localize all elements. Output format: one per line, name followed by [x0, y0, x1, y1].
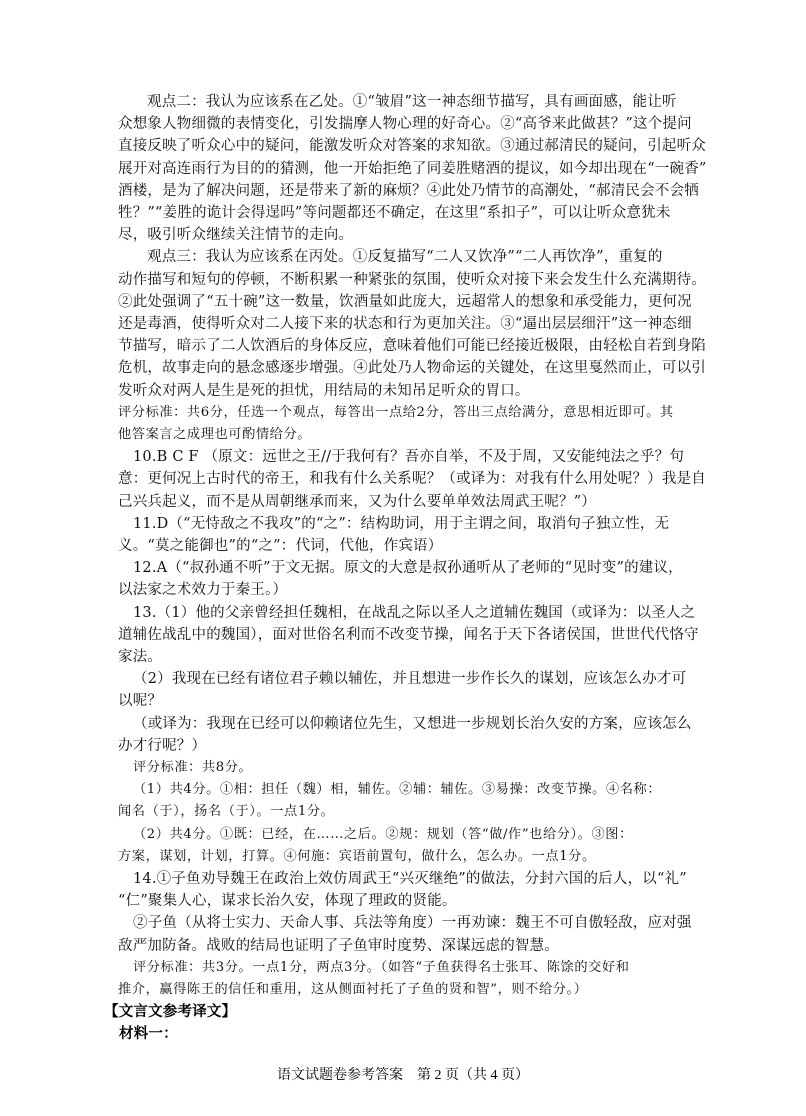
text-line: 直接反映了听众心中的疑问，能激发听众对答案的求知欲。③通过郝清民的疑问，引起听众: [118, 138, 706, 155]
text-line: 敌严加防备。战败的结局也证明了子鱼审时度势、深谋远虑的智慧。: [118, 937, 559, 954]
text-line: 道辅佐战乱中的魏国），面对世俗名利而不改变节操，闻名于天下各诸侯国，世世代代恪守: [118, 626, 699, 643]
text-line: 展开对高连雨行为目的的猜测，他一开始拒绝了同姜胜赌酒的提议，如今却出现在“一碗香”: [118, 160, 707, 177]
scoring-note: （2）共4分。①既：已经，在……之后。②规：规划（答“做/作”也给分）。③图：: [133, 826, 633, 842]
scoring-note: 评分标准：共3分。一点1分，两点3分。（如答“子鱼获得名士张耳、陈馀的交好和: [133, 959, 630, 975]
scoring-note: 他答案言之成理也可酌情给分。: [118, 427, 312, 442]
text-line: 尽，吸引听众继续关注情节的走向。: [118, 227, 354, 244]
scoring-note: 评分标准：共6分，任选一个观点，每答出一点给2分，答出三点给满分，意思相近即可。其: [118, 404, 674, 420]
scoring-note: 方案，谋划，计划，打算。④何施：宾语前置句，做什么，怎么办。一点1分。: [118, 848, 596, 864]
section-subheading: 材料一：: [119, 1026, 178, 1043]
answer-10: 10.B C F （原文：远世之王//于我何有？吾亦自举，不及于周，又安能纯法之乎？句: [133, 449, 685, 466]
text-line: （或译为：我现在已经可以仰赖诸位先生，又想进一步规划长治久安的方案，应该怎么: [133, 715, 692, 732]
answer-11: 11.D（“无恃敌之不我攻”的“之”：结构助词，用于主谓之间，取消句子独立性，无: [133, 515, 670, 532]
text-line: （2）我现在已经有诸位君子赖以辅佐，并且想进一步作长久的谋划，应该怎么办才可: [133, 671, 687, 688]
text-line: 家法。: [118, 649, 163, 665]
text-line: 酒楼，是为了解决问题，还是带来了新的麻烦？④此处乃情节的高潮处，“郝清民会不会牺: [118, 182, 699, 199]
text-line: 义。“莫之能御也”的“之”：代词，代他，作宾语）: [118, 538, 443, 554]
scoring-note: （1）共4分。①相：担任（魏）相，辅佐。②辅：辅佐。③易操：改变节操。④名称：: [133, 782, 662, 798]
scoring-note: 推介，赢得陈王的信任和重用，这从侧面衬托了子鱼的贤和智”，则不给分。）: [118, 982, 588, 997]
text-line: 己兴兵起义，而不是从周朝继承而来，又为什么要单单效法周武王呢？”）: [118, 493, 597, 510]
answer-14: 14.①子鱼劝导魏王在政治上效仿周武王“兴灭继绝”的做法，分封六国的后人，以“礼”: [133, 871, 687, 887]
text-line: 节描写，暗示了二人饮酒后的身体反应，意味着他们可能已经接近极限，由轻松自若到身陷: [118, 338, 706, 355]
text-line: 发听众对两人是生是死的担忧，用结局的未知吊足听众的胃口。: [118, 382, 530, 399]
text-line: ②子鱼（从将士实力、天命人事、兵法等角度）一再劝谏：魏王不可自傲轻敌，应对强: [133, 915, 692, 932]
text-line: “仁”聚集人心，谋求长治久安，体现了理政的贤能。: [118, 893, 457, 910]
scoring-note: 闻名（于），扬名（于）。一点1分。: [118, 804, 335, 820]
answer-13: 13.（1）他的父亲曾经担任魏相，在战乱之际以圣人之道辅佐魏国（或译为：以圣人之: [133, 604, 696, 621]
text-line: 危机，故事走向的悬念感逐步增强。④此处乃人物命运的关键处，在这里戛然而止，可以引: [118, 360, 706, 377]
text-line: 办才行呢？）: [118, 737, 207, 754]
text-line: 以呢？: [118, 693, 163, 710]
text-line: 意：更何况上古时代的帝王，和我有什么关系呢？（或译为：对我有什么用处呢？）我是自: [118, 471, 706, 488]
text-line: 众想象人物细微的表情变化，引发揣摩人物心理的好奇心。②“高爷来此做甚？”这个提问: [118, 116, 692, 133]
text-line: 动作描写和短句的停顿，不断积累一种紧张的氛围，使听众对接下来会发生什么充满期待。: [118, 271, 706, 288]
text-line: 观点二：我认为应该系在乙处。①“皱眉”这一神态细节描写，具有画面感，能让听: [147, 94, 677, 110]
text-line: 还是毒酒，使得听众对二人接下来的状态和行为更加关注。③“逼出层层细汗”这一神态细: [118, 316, 692, 332]
answer-12: 12.A（“叔孙通不听”于文无据。原文的大意是叔孙通听从了老师的“见时变”的建议，: [133, 560, 683, 577]
text-line: 牲？”“姜胜的诡计会得逞吗”等问题都还不确定，在这里“系扣子”，可以让听众意犹未: [118, 205, 671, 221]
text-line: 观点三：我认为应该系在丙处。①反复描写“二人又饮净”“二人再饮净”，重复的: [147, 249, 663, 266]
scoring-note: 评分标准：共8分。: [133, 760, 253, 775]
section-heading: 【文言文参考译文】: [104, 1004, 237, 1021]
text-line: 以法家之术效力于秦王。）: [118, 582, 288, 599]
text-line: ②此处强调了“五十碗”这一数量，饮酒量如此庞大，远超常人的想象和承受能力，更何况: [118, 293, 692, 310]
page-footer: 语文试题卷参考答案 第 2 页（共 4 页）: [277, 1068, 529, 1084]
